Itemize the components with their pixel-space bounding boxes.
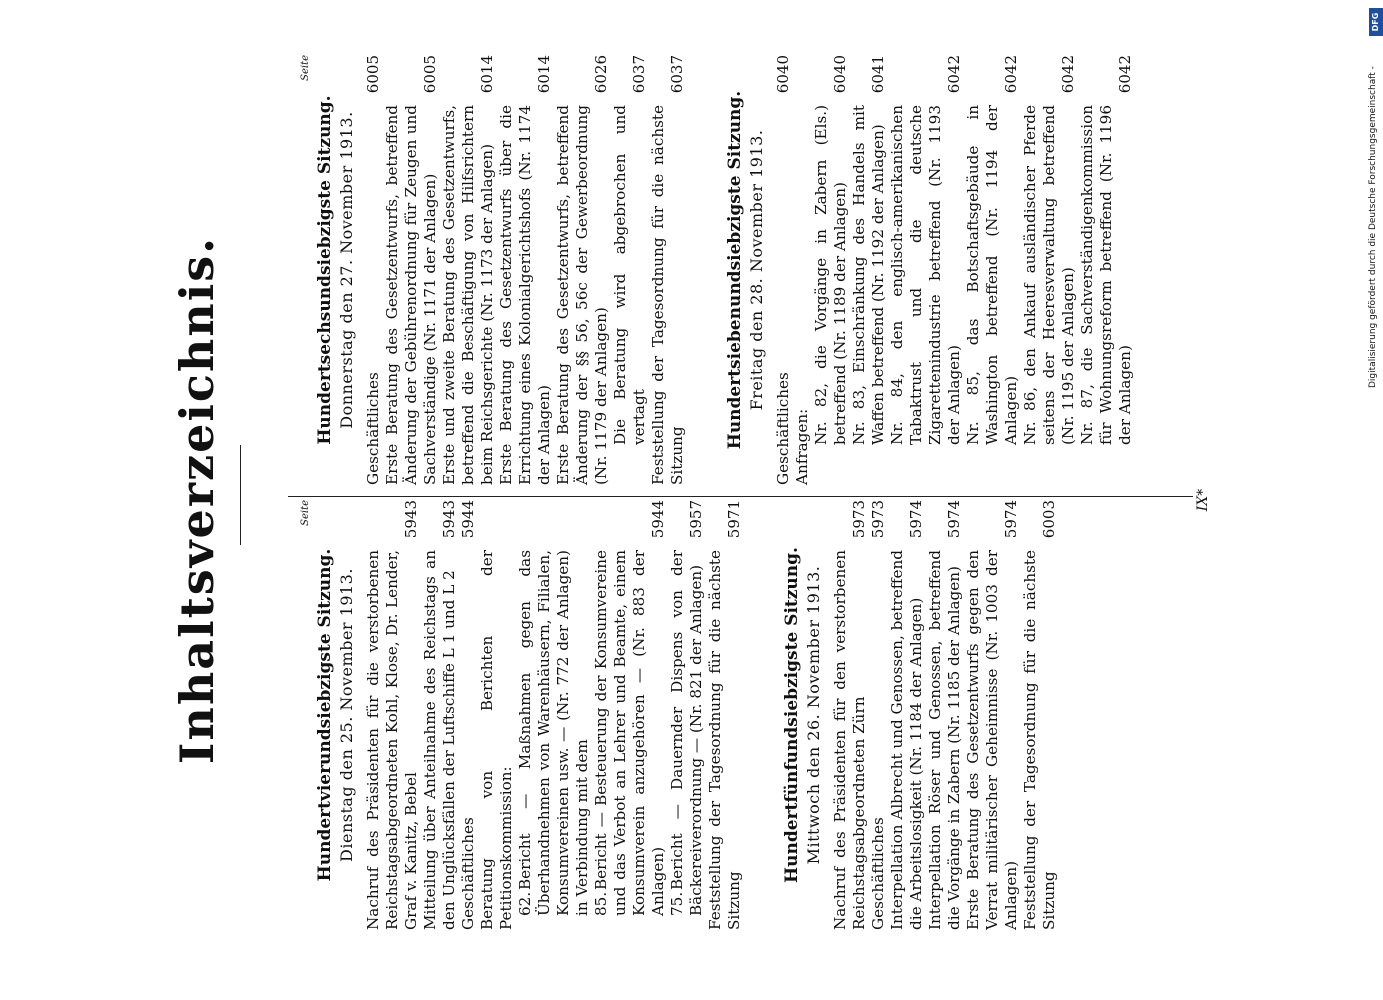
entry-text: Geschäftliches [459, 817, 477, 930]
entry-page-number: 5973 [850, 500, 868, 539]
entry-text: Die Beratung wird abgebrochen und vertagt [611, 105, 648, 445]
session-title: Hundertsechsundsiebzigste Sitzung. [315, 95, 335, 445]
entry-text: Feststellung der Tagesordnung für die nächste Sitzung [1021, 550, 1058, 930]
toc-entry [964, 500, 1021, 930]
digitization-note [1368, 8, 1382, 388]
entry-text: Feststellung der Tagesordnung für die nächste Sitzung [649, 105, 686, 485]
column-divider [288, 496, 1193, 497]
toc-entry [888, 500, 926, 930]
seite-label: Seite [300, 55, 311, 81]
entry-page-number: 6037 [668, 55, 686, 94]
entry-page-number: 5974 [945, 500, 963, 539]
entry-text: Nachruf des Präsidenten für den verstorbenen Reichstagsabgeordneten Zürn [831, 550, 868, 930]
entry-text: Erste Beratung des Gesetzentwurfs über die Errichtung eines Kolonialgerichtshofs (Nr. 1174 der Anlagen) [497, 105, 553, 485]
toc-entry [1021, 500, 1059, 930]
entry-text: Nachruf des Präsidenten für die verstorbenen Reichstagsabgeordneten Kohl, Klose, Dr. Lender, Graf v. Kanitz, Bebel [364, 550, 420, 930]
title-divider [240, 445, 241, 545]
toc-entry [516, 500, 592, 930]
entry-page-number: 6042 [1002, 55, 1020, 94]
entry-page-number: 6040 [774, 55, 792, 94]
toc-entry [478, 500, 516, 930]
entry-text: Erste und zweite Beratung des Gesetzentwurfs, betreffend die Beschäftigung von Hilfsrichtern beim Reichsgerichte (Nr. 1173 der Anlagen) [440, 105, 496, 485]
session-title: Hundertfünfundsiebzigste Sitzung. [782, 547, 802, 883]
toc-entry [831, 500, 869, 930]
entry-page-number: 6042 [1059, 55, 1077, 94]
toc-entry [364, 500, 421, 930]
entry-page-number: 5943 [402, 500, 420, 539]
entry-page-number: 6005 [364, 55, 382, 94]
session-date: Dienstag den 25. November 1913. [337, 568, 356, 862]
entry-page-number: 5957 [687, 500, 705, 539]
toc-entry [1021, 55, 1078, 485]
section-gap [687, 55, 721, 485]
toc-entry [869, 500, 888, 930]
right-column [300, 55, 1135, 485]
entry-text: Interpellation Röser und Genossen, betreffend die Vorgänge in Zabern (Nr. 1185 der Anlagen) [926, 550, 963, 930]
entry-page-number: 6005 [421, 55, 439, 94]
toc-entry [793, 55, 812, 485]
digitization-note-text: Digitalisierung gefördert durch die Deutsche Forschungsgemeinschaft - [1368, 66, 1378, 388]
dfg-logo-text: DFG [1371, 12, 1380, 32]
toc-entry [554, 55, 611, 485]
entry-text: Geschäftliches [774, 372, 792, 485]
toc-entry [649, 55, 687, 485]
entry-text: Mitteilung über Anteilnahme des Reichstags an den Unglücksfällen der Luftschiffe L 1 und L 2 [421, 550, 458, 930]
entry-text: Erste Beratung des Gesetzentwurfs, betreffend Änderung der Gebührenordnung für Zeugen und Sachverständige (Nr. 1171 der Anlagen) [383, 105, 439, 485]
entry-page-number: 6026 [592, 55, 610, 94]
entry-page-number: 6040 [831, 55, 849, 94]
entry-text: Bericht — Maßnahmen gegen das Überhandnehmen von Warenhäusern, Filialen, Konsumvereinen usw. — (Nr. 772 der Anlagen) in Verbindung mit dem [516, 550, 591, 916]
toc-entry [926, 500, 964, 930]
page-title: Inhaltsverzeichnis. [170, 235, 224, 765]
section-gap [744, 500, 778, 930]
page-number: IX* [1195, 488, 1211, 512]
entry-text: Nr. 87, die Sachverständigenkommission für Wohnungsreform betreffend (Nr. 1196 der Anlagen) [1078, 105, 1134, 445]
entry-page-number: 5944 [459, 500, 477, 539]
entry-text: Anfragen: [793, 408, 811, 485]
entry-text: Interpellation Albrecht und Genossen, betreffend die Arbeitslosigkeit (Nr. 1184 der Anlagen) [888, 550, 925, 930]
toc-entry [383, 55, 440, 485]
entry-number: 85. [592, 891, 610, 916]
toc-entry [964, 55, 1021, 485]
toc-entry [668, 500, 706, 930]
toc-entry [592, 500, 668, 930]
session-date: Mittwoch den 26. November 1913. [804, 565, 823, 865]
entry-text: Geschäftliches [364, 372, 382, 485]
entry-page-number: 5974 [907, 500, 925, 539]
entry-number: 75. [668, 891, 686, 916]
entry-page-number: 5973 [869, 500, 887, 539]
entry-text: Beratung von Berichten der Petitionskommission: [478, 550, 515, 930]
entry-page-number: 5944 [649, 500, 667, 539]
left-column [300, 500, 1059, 930]
session-title: Hundertvierundsiebzigste Sitzung. [315, 548, 335, 882]
entry-page-number: 6003 [1040, 500, 1058, 539]
dfg-logo [1369, 8, 1383, 36]
toc-entry [1078, 55, 1135, 485]
entry-text: Erste Beratung des Gesetzentwurfs gegen den Verrat militärischer Geheimnisse (Nr. 1003 der Anlagen) [964, 550, 1020, 930]
entry-number: 62. [516, 891, 534, 916]
toc-entry [364, 55, 383, 485]
entry-page-number: 6014 [535, 55, 553, 94]
seite-label: Seite [300, 500, 311, 526]
toc-entry [459, 500, 478, 930]
toc-entry [812, 55, 850, 485]
entry-text: Nr. 82, die Vorgänge in Zabern (Els.) betreffend (Nr. 1189 der Anlagen) [812, 105, 849, 445]
entry-text: Bericht — Dauernder Dispens von der Bäckereiverordnung — (Nr. 821 der Anlagen) [668, 550, 705, 916]
entry-text: Feststellung der Tagesordnung für die nächste Sitzung [706, 550, 743, 930]
entry-text: Erste Beratung des Gesetzentwurfs, betreffend Änderung der §§ 56, 56c der Gewerbeordnung (Nr. 1179 der Anlagen) [554, 105, 610, 485]
session-date: Donnerstag den 27. November 1913. [337, 111, 356, 429]
entry-page-number: 5971 [725, 500, 743, 539]
toc-entry [850, 55, 888, 485]
entry-text: Bericht — Besteuerung der Konsumvereine und das Verbot an Lehrer und Beamte, einem Konsumverein anzugehören — (Nr. 883 der Anlagen) [592, 550, 667, 916]
toc-entry [611, 55, 649, 485]
entry-text: Nr. 83, Einschränkung des Handels mit Waffen betreffend (Nr. 1192 der Anlagen) [850, 105, 887, 445]
entry-page-number: 6042 [945, 55, 963, 94]
toc-entry [497, 55, 554, 485]
session-date: Freitag den 28. November 1913. [747, 129, 766, 411]
entry-page-number: 5974 [1002, 500, 1020, 539]
toc-entry [888, 55, 964, 485]
toc-entry [706, 500, 744, 930]
entry-page-number: 6037 [630, 55, 648, 94]
session-title: Hundertsiebenundsiebzigste Sitzung. [725, 90, 745, 450]
entry-text: Nr. 85, das Botschaftsgebäude in Washington betreffend (Nr. 1194 der Anlagen) [964, 105, 1020, 445]
entry-page-number: 6042 [1116, 55, 1134, 94]
toc-entry [440, 55, 497, 485]
entry-text: Nr. 86, den Ankauf ausländischer Pferde seitens der Heeresverwaltung betreffend (Nr. 1195 der Anlagen) [1021, 105, 1077, 445]
entry-text: Nr. 84, den englisch-amerikanischen Tabaktrust und die deutsche Zigarettenindustrie betreffend (Nr. 1193 der Anlagen) [888, 105, 963, 445]
entry-page-number: 6041 [869, 55, 887, 94]
entry-page-number: 6014 [478, 55, 496, 94]
entry-text: Geschäftliches [869, 817, 887, 930]
toc-entry [421, 500, 459, 930]
entry-page-number: 5943 [440, 500, 458, 539]
toc-entry [774, 55, 793, 485]
